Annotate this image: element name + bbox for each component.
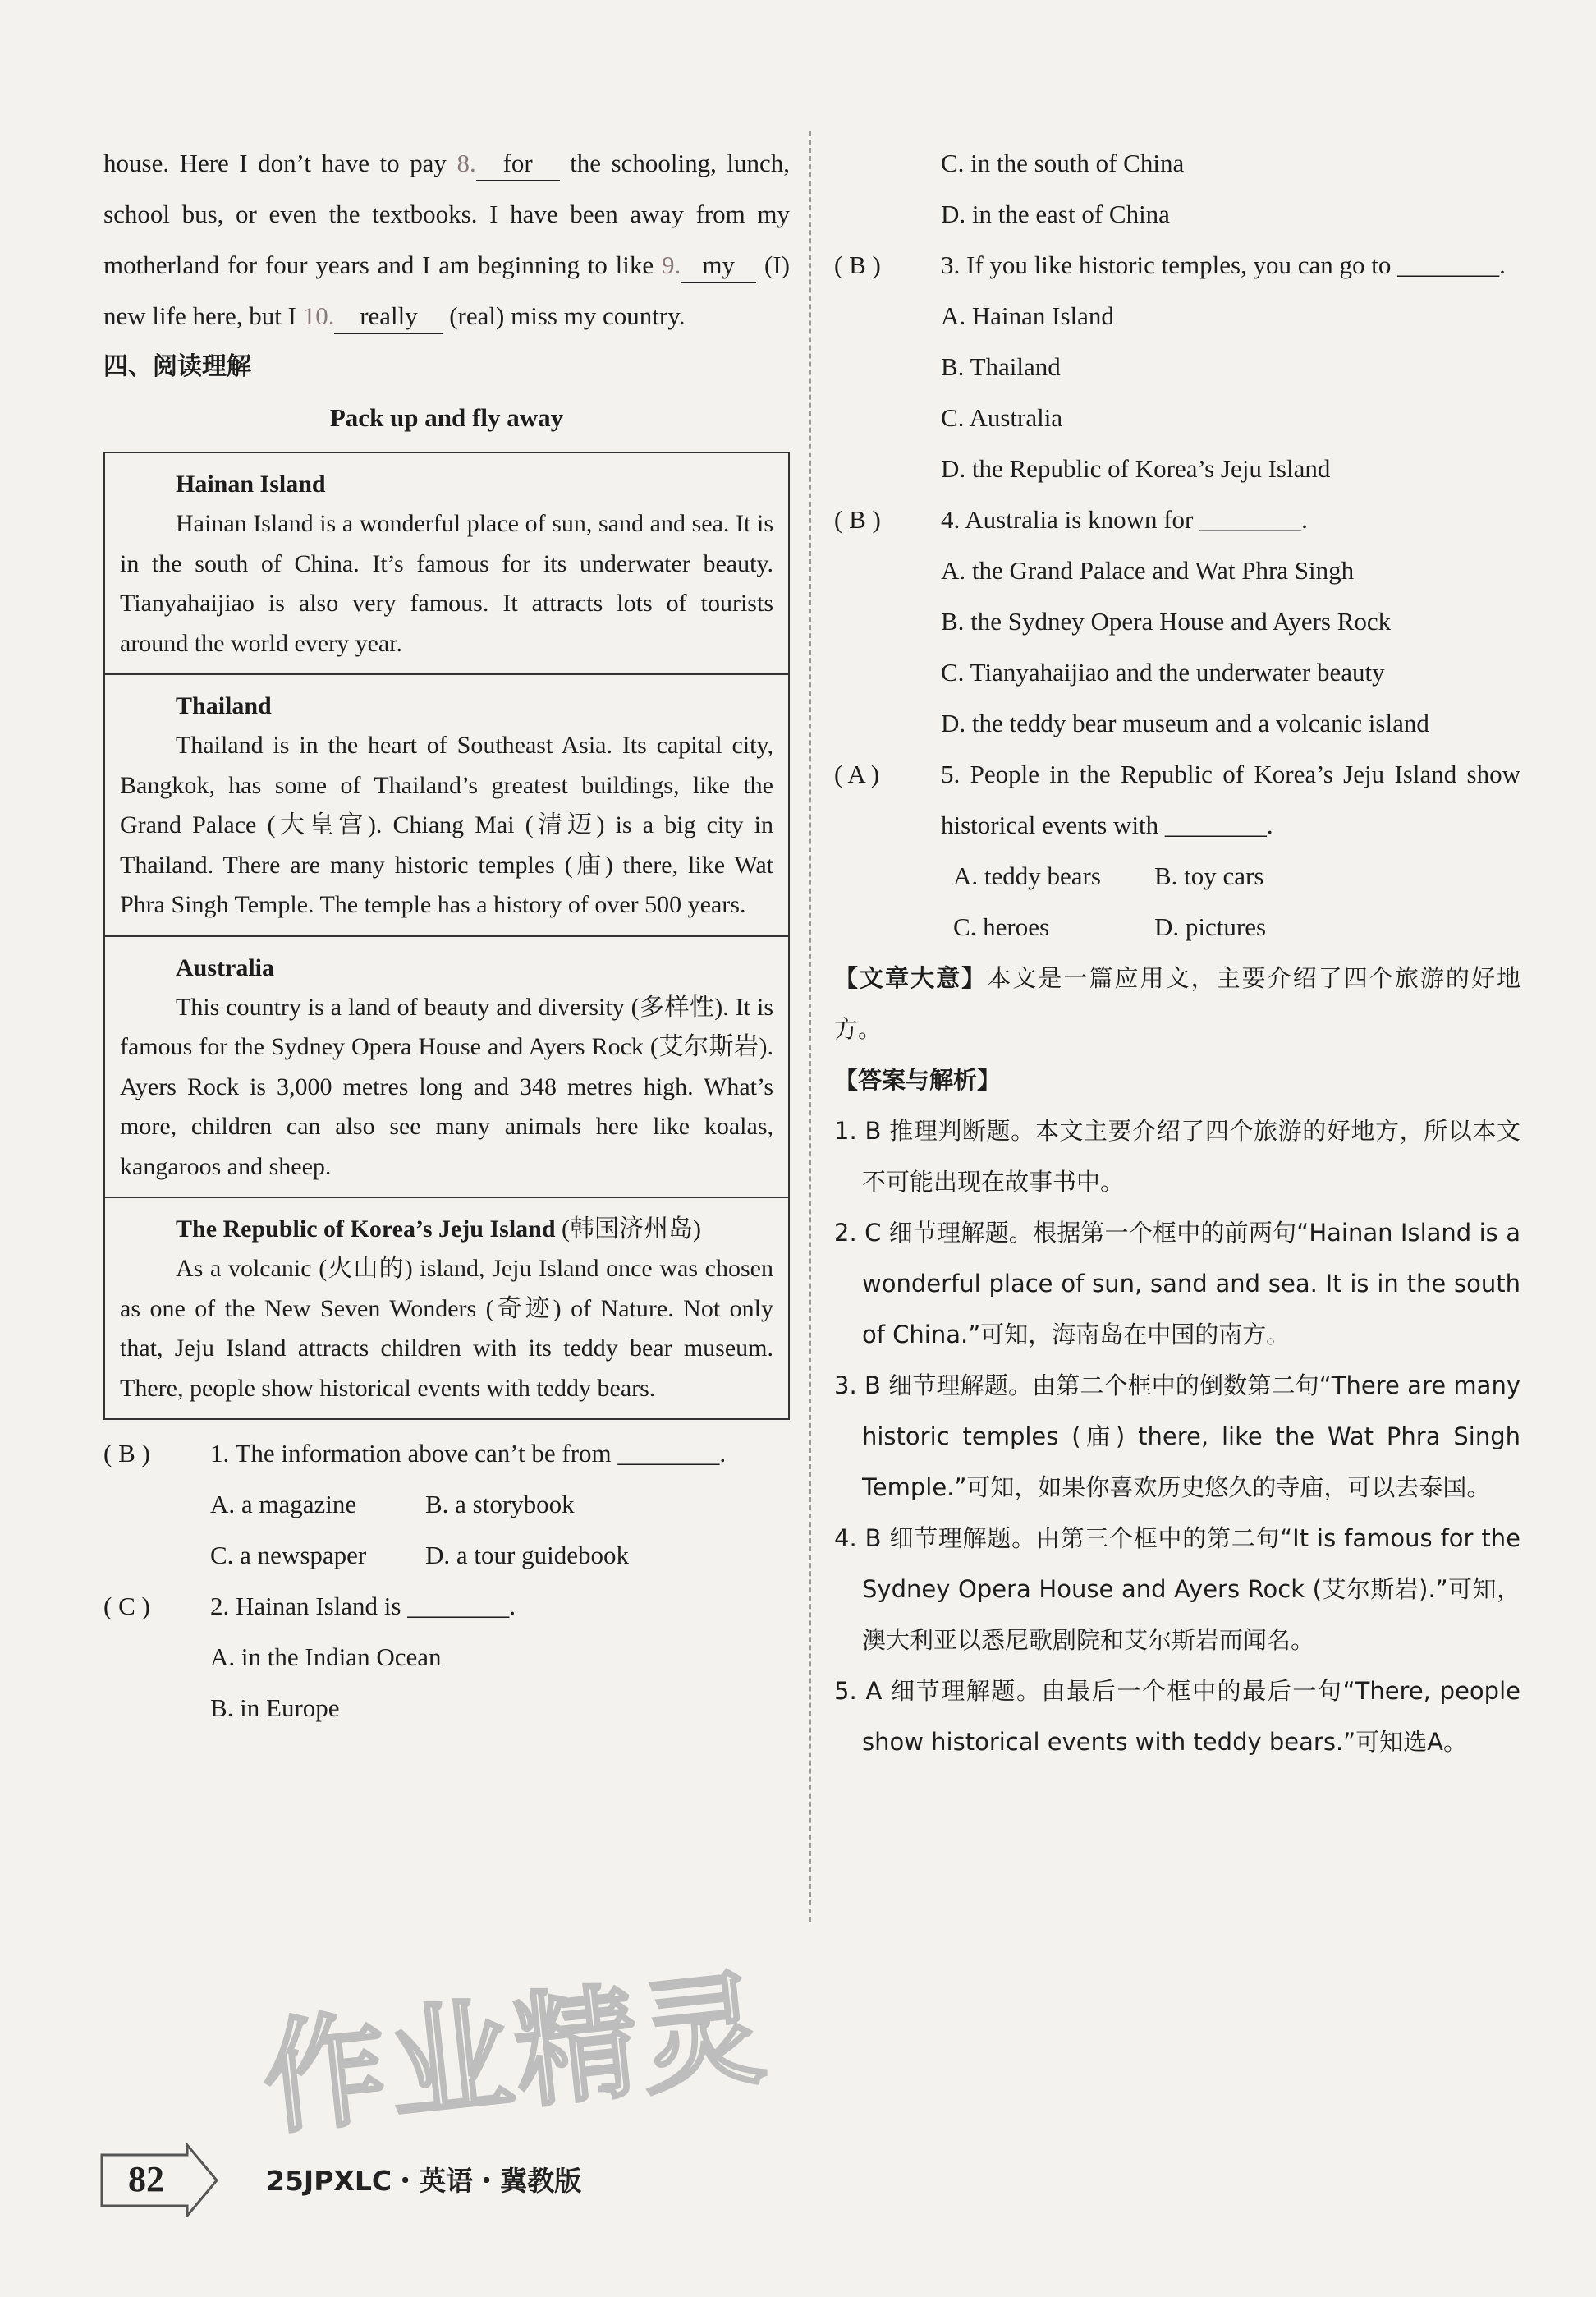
q9-number: 9.: [661, 250, 681, 279]
option: B. in Europe: [210, 1693, 340, 1722]
answer-paren: ( B ): [103, 1439, 150, 1468]
q5-options-row-2: C. heroes D. pictures: [953, 912, 1267, 941]
answer-paren: ( A ): [834, 760, 880, 788]
section-title: 四、阅读理解: [103, 352, 251, 381]
q10-answer: really: [334, 300, 443, 334]
q9-answer: my: [681, 249, 756, 283]
answer-explanation: 1. B 推理判断题。本文主要介绍了四个旅游的好地方，所以本文不可能出现在故事书中。: [834, 1117, 1520, 1196]
option: A. Hainan Island: [941, 301, 1114, 330]
q8-number: 8.: [456, 149, 476, 177]
q5-options-row-1: A. teddy bears B. toy cars: [953, 861, 1264, 890]
answer-explanation: 3. B 细节理解题。由第二个框中的倒数第二句“There are many historic temples (庙) there, like the Wat Phra Singh Temple.”可知，如果你喜欢历史悠久的寺庙，可以去泰国。: [834, 1371, 1520, 1501]
question-5: ( A ) 5. People in the Republic of Korea’s Jeju Island show historical events with ________.: [834, 749, 1520, 851]
column-divider: [809, 131, 811, 1922]
answer-paren: ( B ): [834, 250, 881, 279]
box-hainan: [105, 453, 788, 675]
box-title: Hainan Island: [176, 471, 326, 498]
box-australia: [105, 937, 788, 1199]
option: C. Tianyahaijiao and the underwater beauty: [941, 658, 1385, 687]
box-jeju: [105, 1198, 788, 1418]
option: C. in the south of China: [941, 149, 1185, 177]
option: C. Australia: [941, 403, 1063, 432]
left-column: [103, 138, 790, 1734]
box-title: Thailand: [176, 692, 272, 719]
answer-explanation: 2. C 细节理解题。根据第一个框中的前两句“Hainan Island is a wonderful place of sun, sand and sea. It is in the south of China.”可知，海南岛在中国的南方。: [834, 1219, 1520, 1348]
box-text: As a volcanic (火山的) island, Jeju Island once was chosen as one of the New Seven Wonders (奇迹) of Nature. Not only that, Jeju Island attracts children with its teddy bear museum. There, people show historical events with teddy bears.: [120, 1255, 773, 1402]
box-title: Australia: [176, 953, 274, 981]
q1-options-row-2: C. a newspaper D. a tour guidebook: [210, 1541, 629, 1569]
q1-options-row-1: A. a magazine B. a storybook: [210, 1490, 575, 1518]
option: A. the Grand Palace and Wat Phra Singh: [941, 556, 1355, 585]
answer-paren: ( C ): [103, 1592, 150, 1620]
box-text: Thailand is in the heart of Southeast Asia. Its capital city, Bangkok, has some of Thailand’s greatest buildings, like the Grand Palace (大皇宫). Chiang Mai (清迈) is a big city in Thailand. There are many historic temples (庙) there, like Wat Phra Singh Temple. The temple has a history of over 500 years.: [120, 732, 773, 918]
destinations-box: [103, 452, 790, 1420]
passage-title: Pack up and fly away: [329, 403, 564, 432]
q8-answer: for: [476, 147, 560, 181]
option: D. the teddy bear museum and a volcanic island: [941, 709, 1429, 737]
question-3: ( B ) 3. If you like historic temples, you can go to ________.: [834, 240, 1520, 291]
box-text: This country is a land of beauty and diversity (多样性). It is famous for the Sydney Opera House and Ayers Rock (艾尔斯岩). Ayers Rock is 3,000 metres long and 348 metres high. What’s more, children can also see many animals here like koalas, kangaroos and sheep.: [120, 993, 773, 1180]
option: A. in the Indian Ocean: [210, 1642, 442, 1671]
page-number: 82: [128, 2159, 164, 2199]
box-text: Hainan Island is a wonderful place of sun, sand and sea. It is in the south of China. It’s famous for its underwater beauty. Tianyahaijiao is also very famous. It attracts lots of tourists around the world every year.: [120, 510, 773, 657]
watermark: 作业精灵: [256, 1957, 774, 2152]
summary: 【文章大意】本文是一篇应用文，主要介绍了四个旅游的好地方。: [834, 964, 1520, 1043]
box-thailand: [105, 675, 788, 937]
box-title: The Republic of Korea’s Jeju Island (韩国济州岛): [176, 1215, 702, 1243]
page-footer: [97, 2143, 672, 2217]
answer-explanation: 5. A 细节理解题。由最后一个框中的最后一句“There, people show historical events with teddy bears.”可知选A。: [834, 1677, 1520, 1756]
question-1: ( B ) 1. The information above can’t be from ________.: [103, 1428, 790, 1479]
answer-paren: ( B ): [834, 505, 881, 534]
option: B. Thailand: [941, 352, 1061, 381]
option: D. the Republic of Korea’s Jeju Island: [941, 454, 1331, 483]
answers-label: 【答案与解析】: [834, 1066, 1002, 1094]
q10-number: 10.: [302, 301, 335, 330]
question-4: ( B ) 4. Australia is known for ________.: [834, 494, 1520, 545]
cloze-paragraph: house. Here I don’t have to pay 8. for the schooling, lunch, school bus, or even the textbooks. I have been away from my motherland for four years and I am beginning to like 9. my (I) new life here, but I 10. really (real) miss my country.: [103, 138, 790, 342]
option: D. in the east of China: [941, 200, 1170, 228]
book-code: 25JPXLC・英语・冀教版: [266, 2165, 582, 2197]
question-2: ( C ) 2. Hainan Island is ________.: [103, 1581, 790, 1632]
answer-explanation: 4. B 细节理解题。由第三个框中的第二句“It is famous for the Sydney Opera House and Ayers Rock (艾尔斯岩).”可知，澳大利亚以悉尼歌剧院和艾尔斯岩而闻名。: [834, 1524, 1520, 1654]
summary-label: 【文章大意】: [834, 964, 988, 992]
right-column: [834, 138, 1520, 1767]
option: B. the Sydney Opera House and Ayers Rock: [941, 607, 1392, 636]
